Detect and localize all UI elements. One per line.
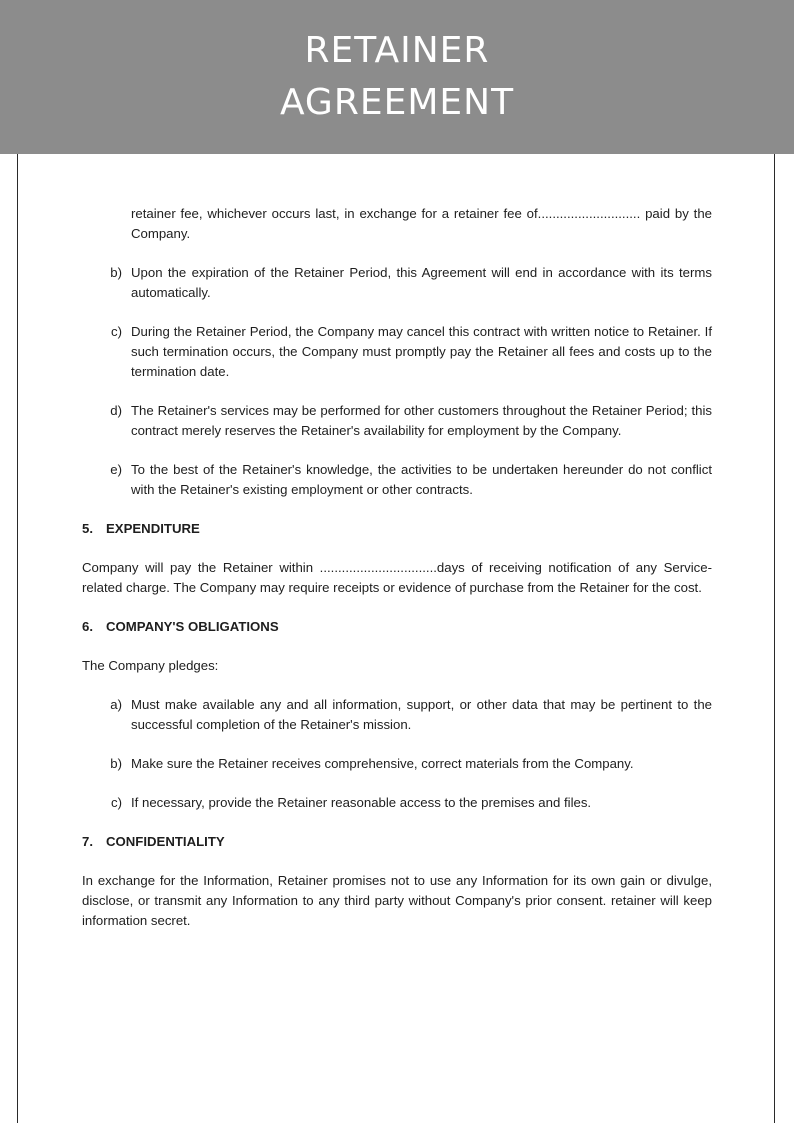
- section-number: 6.: [82, 619, 93, 634]
- section-title: EXPENDITURE: [106, 521, 200, 536]
- section-title: COMPANY'S OBLIGATIONS: [106, 619, 279, 634]
- list-marker: c): [111, 324, 122, 339]
- title-line-2: AGREEMENT: [279, 82, 515, 123]
- list-item: [82, 322, 712, 382]
- list-marker: e): [110, 462, 122, 477]
- section-title: CONFIDENTIALITY: [106, 834, 225, 849]
- list-item-text: If necessary, provide the Retainer reasonable access to the premises and files.: [131, 795, 592, 810]
- list-item: [82, 793, 712, 813]
- document-body: [82, 204, 712, 950]
- list-item-text: To the best of the Retainer's knowledge, the activities to be undertaken hereunder do not conflict with the Retainer's existing employment or other contracts.: [131, 462, 712, 497]
- list-item-text: Must make available any and all information, support, or other data that may be pertinent to the successful completion of the Retainer's mission.: [131, 697, 712, 732]
- list-item: [82, 263, 712, 303]
- section-number: 7.: [82, 834, 93, 849]
- section-6-intro: The Company pledges:: [82, 658, 219, 673]
- section-number: 5.: [82, 521, 93, 536]
- list-marker: b): [110, 756, 122, 771]
- list-item: [82, 754, 712, 774]
- section-4-continuation: retainer fee, whichever occurs last, in exchange for a retainer fee of............................ paid by the Company.: [131, 206, 712, 241]
- section-6-heading: [82, 617, 712, 637]
- list-item-text: Make sure the Retainer receives comprehensive, correct materials from the Company.: [131, 756, 634, 771]
- document-page: [17, 154, 775, 1123]
- list-item: [82, 401, 712, 441]
- section-5-heading: [82, 519, 712, 539]
- list-item-text: During the Retainer Period, the Company may cancel this contract with written notice to Retainer. If such termination occurs, the Company must promptly pay the Retainer all fees and costs up to the termination date.: [131, 324, 712, 379]
- list-item-text: The Retainer's services may be performed for other customers throughout the Retainer Period; this contract merely reserves the Retainer's availability for employment by the Company.: [131, 403, 712, 438]
- list-marker: c): [111, 795, 122, 810]
- list-marker: b): [110, 265, 122, 280]
- list-item: [82, 460, 712, 500]
- title-banner: [0, 0, 794, 154]
- section-7-body: In exchange for the Information, Retainer promises not to use any Information for its own gain or divulge, disclose, or transmit any Information to any third party without Company's prior consent. retainer will keep information secret.: [82, 873, 712, 928]
- title-line-1: RETAINER: [304, 30, 490, 71]
- list-marker: a): [110, 697, 122, 712]
- list-item-text: Upon the expiration of the Retainer Period, this Agreement will end in accordance with its terms automatically.: [131, 265, 712, 300]
- section-7-heading: [82, 832, 712, 852]
- list-item: [82, 695, 712, 735]
- section-5-body: Company will pay the Retainer within ................................days of receiving notification of any Service-related charge. The Company may require receipts or evidence of purchase from the Retainer for the cost.: [82, 560, 712, 595]
- list-marker: d): [110, 403, 122, 418]
